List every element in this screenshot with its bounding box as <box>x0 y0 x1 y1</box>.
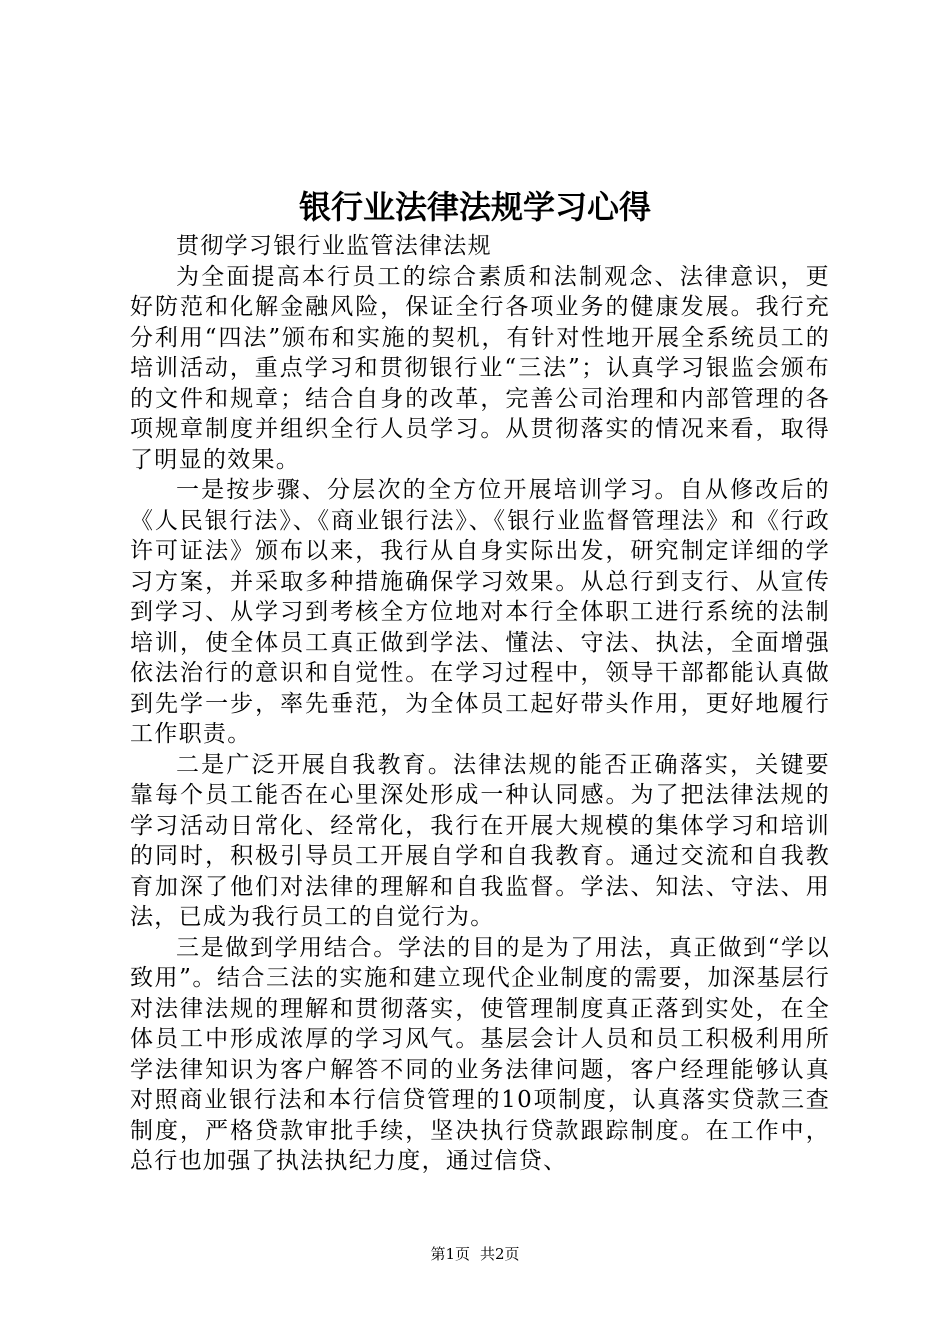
document-body <box>130 231 830 1177</box>
page-footer <box>0 1244 950 1264</box>
page-number-current: 第1页 <box>430 1245 470 1263</box>
page-title: 银行业法律法规学习心得 <box>298 188 651 226</box>
page-number-total: 共2页 <box>480 1245 520 1263</box>
paragraph-point-three: 三是做到学用结合。学法的目的是为了用法，真正做到“学以致用”。结合三法的实施和建立现代企业制度的需要，加深基层行对法律法规的理解和贯彻落实，使管理制度真正落到实处，在全体员工中形成浓厚的学习风气。基层会计人员和员工积极利用所学法律知识为客户解答不同的业务法律问题，客户经理能够认真对照商业银行法和本行信贷管理的10项制度，认真落实贷款三查制度，严格贷款审批手续，坚决执行贷款跟踪制度。在工作中，总行也加强了执法执纪力度，通过信贷、 <box>130 934 830 1174</box>
document-subtitle: 贯彻学习银行业监管法律法规 <box>176 233 492 259</box>
paragraph-intro: 为全面提高本行员工的综合素质和法制观念、法律意识，更好防范和化解金融风险，保证全行各项业务的健康发展。我行充分利用“四法”颁布和实施的契机，有针对性地开展全系统员工的培训活动，重点学习和贯彻银行业“三法”；认真学习银监会颁布的文件和规章；结合自身的改革，完善公司治理和内部管理的各项规章制度并组织全行人员学习。从贯彻落实的情况来看，取得了明显的效果。 <box>130 263 830 473</box>
paragraph-point-one: 一是按步骤、分层次的全方位开展培训学习。自从修改后的《人民银行法》、《商业银行法》、《银行业监督管理法》和《行政许可证法》颁布以来，我行从自身实际出发，研究制定详细的学习方案，并采取多种措施确保学习效果。从总行到支行、从宣传到学习、从学习到考核全方位地对本行全体职工进行系统的法制培训，使全体员工真正做到学法、懂法、守法、执法，全面增强依法治行的意识和自觉性。在学习过程中，领导干部都能认真做到先学一步，率先垂范，为全体员工起好带头作用，更好地履行工作职责。 <box>130 477 830 747</box>
paragraph-point-two: 二是广泛开展自我教育。法律法规的能否正确落实，关键要靠每个员工能否在心里深处形成一种认同感。为了把法律法规的学习活动日常化、经常化，我行在开展大规模的集体学习和培训的同时，积极引导员工开展自学和自我教育。通过交流和自我教育加深了他们对法律的理解和自我监督。学法、知法、守法、用法，已成为我行员工的自觉行为。 <box>130 751 830 930</box>
